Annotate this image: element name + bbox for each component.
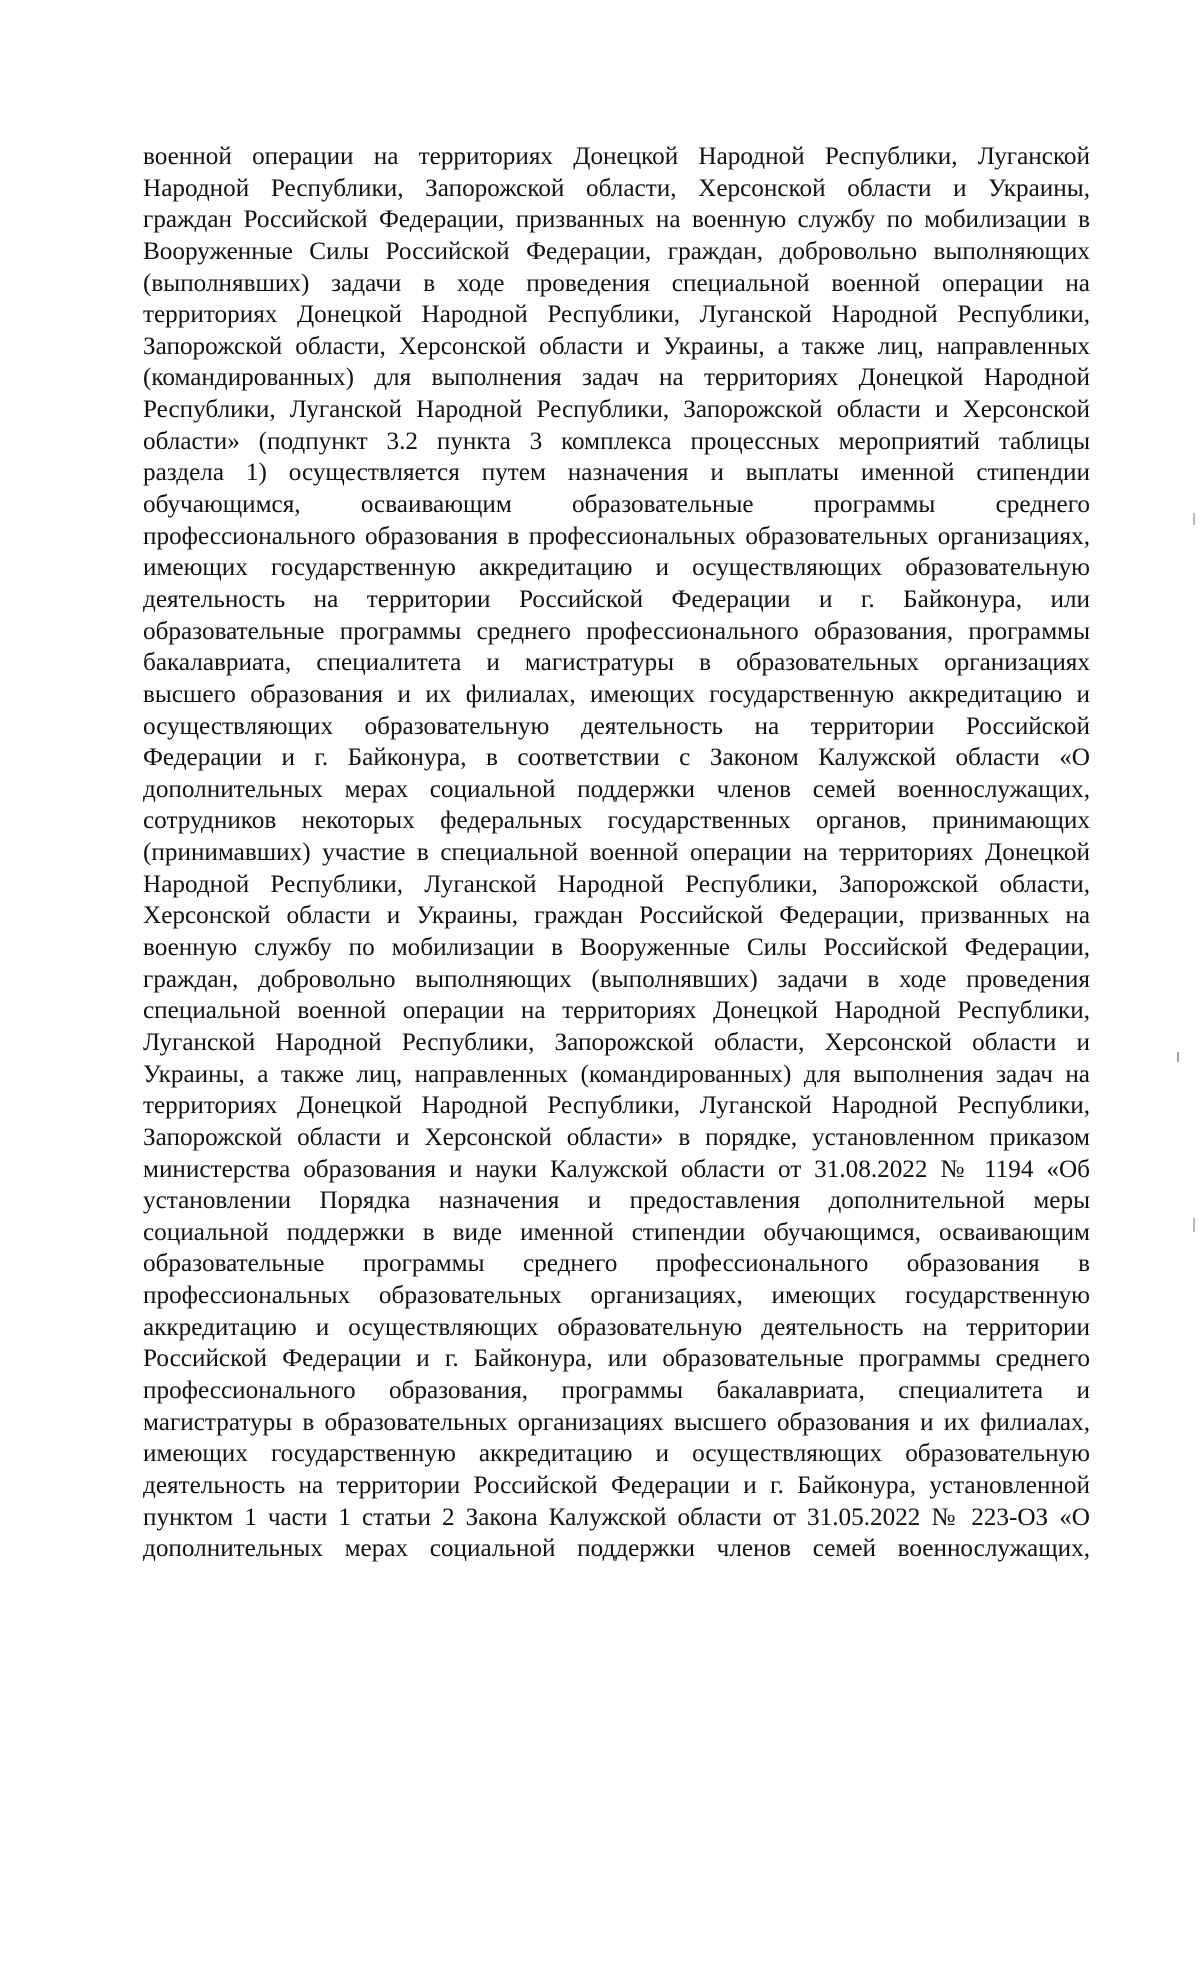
text-line: высшего образования и их филиалах, имеющих государственную аккредитацию и — [143, 680, 1090, 708]
text-line: имеющих государственную аккредитацию и осуществляющих образовательную — [143, 1440, 1090, 1468]
text-line: бакалавриата, специалитета и магистратуры в образовательных организациях — [143, 649, 1090, 677]
text-line: Луганской Народной Республики, Запорожской области, Херсонской области и — [143, 1028, 1090, 1056]
text-line: граждан, добровольно выполняющих (выполнявших) задачи в ходе проведения — [143, 965, 1090, 993]
document-body — [143, 141, 1090, 1565]
scan-artifact — [1193, 1218, 1195, 1232]
text-line: обучающимся, осваивающим образовательные программы среднего — [143, 491, 1090, 519]
text-line: деятельность на территории Российской Федерации и г. Байконура, установленной — [143, 1471, 1090, 1499]
text-line: территориях Донецкой Народной Республики, Луганской Народной Республики, — [143, 1092, 1090, 1120]
text-line: Народной Республики, Луганской Народной Республики, Запорожской области, — [143, 870, 1090, 898]
text-line: Вооруженные Силы Российской Федерации, граждан, добровольно выполняющих — [143, 237, 1090, 265]
text-line: (принимавших) участие в специальной военной операции на территориях Донецкой — [143, 839, 1090, 867]
text-line: профессиональных образовательных организациях, имеющих государственную — [143, 1282, 1090, 1310]
text-line: имеющих государственную аккредитацию и осуществляющих образовательную — [143, 554, 1090, 582]
text-line: профессионального образования, программы бакалавриата, специалитета и — [143, 1376, 1090, 1404]
text-line: аккредитацию и осуществляющих образовательную деятельность на территории — [143, 1313, 1090, 1341]
text-line: раздела 1) осуществляется путем назначения и выплаты именной стипендии — [143, 459, 1090, 487]
scan-artifact — [1177, 1052, 1179, 1062]
text-line: военную службу по мобилизации в Вооруженные Силы Российской Федерации, — [143, 934, 1090, 962]
text-line: осуществляющих образовательную деятельность на территории Российской — [143, 712, 1090, 740]
text-line: Российской Федерации и г. Байконура, или образовательные программы среднего — [143, 1345, 1090, 1373]
text-line: (выполнявших) задачи в ходе проведения специальной военной операции на — [143, 269, 1090, 297]
text-line: специальной военной операции на территориях Донецкой Народной Республики, — [143, 997, 1090, 1025]
text-line: Украины, а также лиц, направленных (командированных) для выполнения задач на — [143, 1060, 1090, 1088]
text-line: граждан Российской Федерации, призванных на военную службу по мобилизации в — [143, 206, 1090, 234]
text-line: Республики, Луганской Народной Республики, Запорожской области и Херсонской — [143, 396, 1090, 424]
text-line: дополнительных мерах социальной поддержки членов семей военнослужащих, — [143, 1535, 1090, 1563]
text-line: Народной Республики, Запорожской области, Херсонской области и Украины, — [143, 174, 1090, 202]
text-line: сотрудников некоторых федеральных государственных органов, принимающих — [143, 807, 1090, 835]
text-line: деятельность на территории Российской Федерации и г. Байконура, или — [143, 585, 1090, 613]
text-line: профессионального образования в профессиональных образовательных организациях, — [143, 522, 1090, 550]
text-line: военной операции на территориях Донецкой Народной Республики, Луганской — [143, 143, 1090, 170]
text-line: области» (подпункт 3.2 пункта 3 комплекса процессных мероприятий таблицы — [143, 427, 1090, 455]
text-line: Федерации и г. Байконура, в соответствии с Законом Калужской области «О — [143, 744, 1090, 772]
scan-artifact — [1193, 513, 1195, 525]
text-line: социальной поддержки в виде именной стипендии обучающимся, осваивающим — [143, 1218, 1090, 1246]
text-line: Херсонской области и Украины, граждан Российской Федерации, призванных на — [143, 902, 1090, 930]
text-line: министерства образования и науки Калужской области от 31.08.2022 № 1194 «Об — [143, 1155, 1090, 1183]
text-line: Запорожской области и Херсонской области» в порядке, установленном приказом — [143, 1123, 1090, 1151]
text-line: Запорожской области, Херсонской области и Украины, а также лиц, направленных — [143, 332, 1090, 360]
text-line: (командированных) для выполнения задач на территориях Донецкой Народной — [143, 364, 1090, 392]
text-line: образовательные программы среднего профессионального образования в — [143, 1250, 1090, 1278]
text-line: пунктом 1 части 1 статьи 2 Закона Калужской области от 31.05.2022 № 223-ОЗ «О — [143, 1503, 1090, 1531]
text-line: дополнительных мерах социальной поддержки членов семей военнослужащих, — [143, 775, 1090, 803]
text-line: образовательные программы среднего профессионального образования, программы — [143, 617, 1090, 645]
text-line: территориях Донецкой Народной Республики, Луганской Народной Республики, — [143, 301, 1090, 329]
text-line: магистратуры в образовательных организациях высшего образования и их филиалах, — [143, 1408, 1090, 1436]
text-line: установлении Порядка назначения и предоставления дополнительной меры — [143, 1187, 1090, 1215]
